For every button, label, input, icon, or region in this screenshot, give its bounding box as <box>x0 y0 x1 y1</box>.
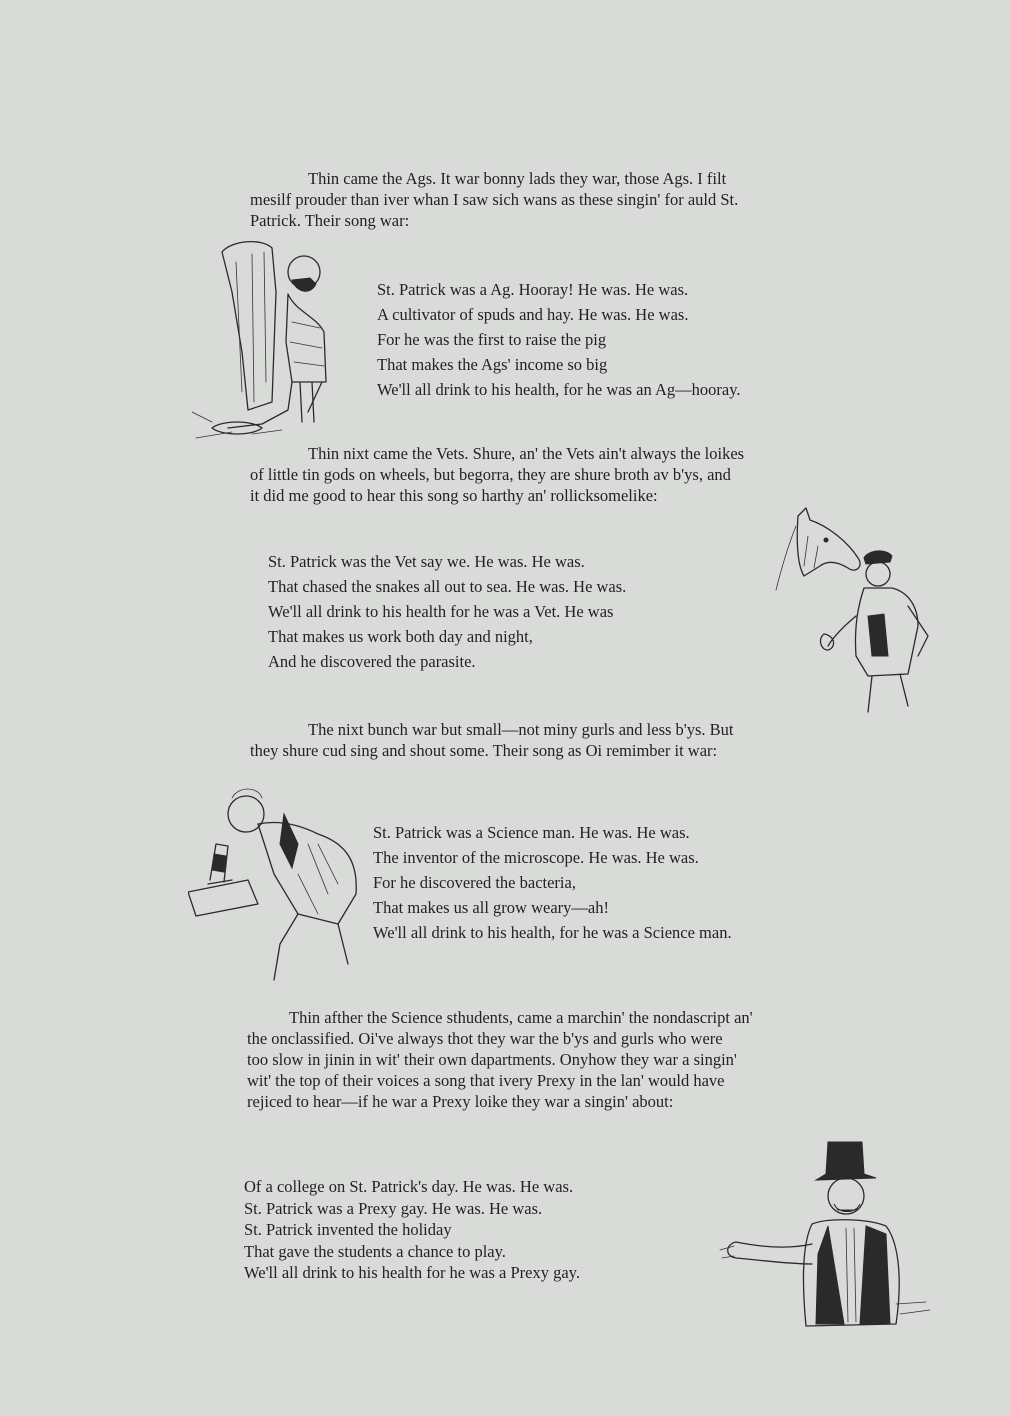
para-line: the onclassified. Oi've always thot they war the b'ys and gurls who were <box>247 1029 723 1048</box>
verse-line: That makes us work both day and night, <box>268 627 533 646</box>
para-line: Thin came the Ags. It war bonny lads they war, those Ags. I filt <box>308 169 727 188</box>
verse-ag-song <box>377 277 741 402</box>
para-line: Patrick. Their song war: <box>250 211 410 230</box>
para-line: Thin afther the Science sthudents, came a marchin' the nondascript an' <box>289 1008 753 1027</box>
para-line: it did me good to hear this song so harthy an' rollicksomelike: <box>250 486 658 505</box>
verse-line: The inventor of the microscope. He was. He was. <box>373 848 699 867</box>
paragraph-intro-vets <box>250 443 878 506</box>
verse-line: We'll all drink to his health for he was a Vet. He was <box>268 602 614 621</box>
verse-line: We'll all drink to his health, for he was a Science man. <box>373 923 732 942</box>
verse-line: St. Patrick was a Prexy gay. He was. He was. <box>244 1198 543 1218</box>
verse-line: And he discovered the parasite. <box>268 652 476 671</box>
verse-line: A cultivator of spuds and hay. He was. He was. <box>377 305 689 324</box>
verse-line: St. Patrick invented the holiday <box>244 1220 452 1239</box>
verse-vet-song <box>268 549 626 674</box>
para-line: of little tin gods on wheels, but begorra, they are shure broth av b'ys, and <box>250 465 731 484</box>
verse-line: We'll all drink to his health, for he was an Ag—hooray. <box>377 380 741 399</box>
verse-line: That makes the Ags' income so big <box>377 355 608 374</box>
verse-science-song <box>373 820 732 945</box>
verse-line: That gave the students a chance to play. <box>244 1241 506 1261</box>
verse-line: Of a college on St. Patrick's day. He was. He was. <box>244 1177 574 1196</box>
verse-line: St. Patrick was a Ag. Hooray! He was. He was. <box>377 280 689 299</box>
para-line: The nixt bunch war but small—not miny gurls and less b'ys. But <box>308 720 734 739</box>
verse-line: For he was the first to raise the pig <box>377 330 607 349</box>
farmer-sketch-illustration <box>192 232 342 442</box>
para-line: too slow in jinin in wit' their own dapartments. Onyhow they war a singin' <box>247 1050 737 1069</box>
verse-line: That chased the snakes all out to sea. He was. He was. <box>268 577 627 596</box>
para-line: they shure cud sing and shout some. Their song as Oi remimber it war: <box>250 741 718 760</box>
verse-line: That makes us all grow weary—ah! <box>373 898 609 917</box>
para-line: Thin nixt came the Vets. Shure, an' the Vets ain't always the loikes <box>308 444 745 463</box>
paragraph-intro-unclassified <box>247 1007 873 1112</box>
paragraph-intro-ags <box>250 168 878 231</box>
verse-line: St. Patrick was a Science man. He was. He was. <box>373 823 690 842</box>
verse-line: St. Patrick was the Vet say we. He was. He was. <box>268 552 585 571</box>
verse-line: We'll all drink to his health for he was a Prexy gay. <box>244 1263 580 1282</box>
paragraph-intro-science <box>250 719 878 761</box>
horse-and-vet-sketch-illustration <box>768 506 948 716</box>
para-line: rejiced to hear—if he war a Prexy loike they war a singin' about: <box>247 1092 674 1111</box>
top-hat-president-sketch-illustration <box>716 1134 936 1334</box>
verse-line: For he discovered the bacteria, <box>373 873 576 892</box>
microscope-scientist-sketch-illustration <box>188 784 373 984</box>
para-line: mesilf prouder than iver whan I saw sich wans as these singin' for auld St. <box>250 190 739 209</box>
para-line: wit' the top of their voices a song that ivery Prexy in the lan' would have <box>247 1071 725 1090</box>
verse-prexy-song <box>244 1176 580 1284</box>
